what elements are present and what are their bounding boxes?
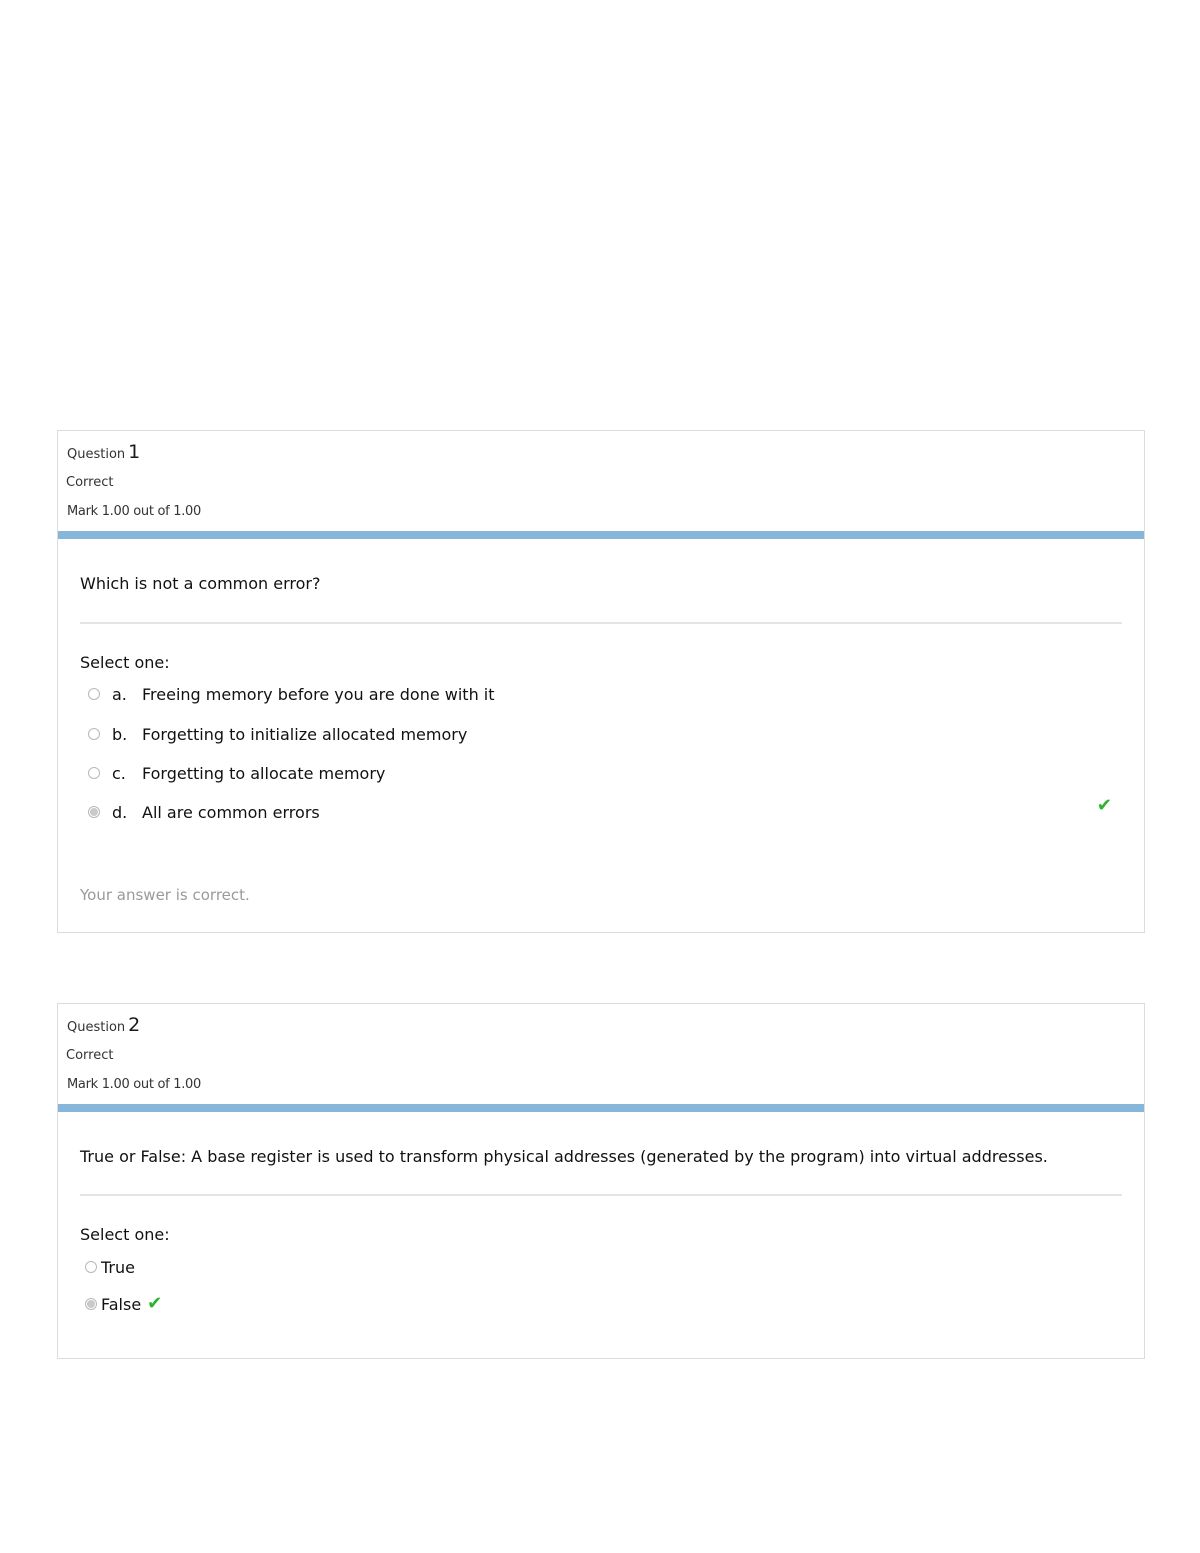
option-letter: c. bbox=[112, 763, 126, 783]
option-text: True bbox=[101, 1257, 135, 1277]
option-text: Freeing memory before you are done with it bbox=[142, 684, 495, 704]
answer-option-d[interactable] bbox=[88, 801, 320, 823]
answer-option-c[interactable] bbox=[88, 762, 385, 784]
question-state: Correct bbox=[66, 475, 114, 490]
answer-option-true[interactable] bbox=[85, 1256, 135, 1278]
question-label: Question bbox=[67, 447, 126, 462]
answer-option-false[interactable] bbox=[85, 1293, 162, 1315]
option-letter: d. bbox=[112, 802, 128, 822]
question-card-1 bbox=[57, 430, 1145, 933]
correct-check-icon: ✔ bbox=[1096, 795, 1112, 816]
question-text: Which is not a common error? bbox=[80, 574, 321, 593]
question-card-2 bbox=[57, 1003, 1145, 1359]
option-text: False bbox=[101, 1294, 142, 1314]
question-accent-bar bbox=[58, 1104, 1144, 1112]
answer-option-b[interactable] bbox=[88, 723, 467, 745]
radio-button[interactable] bbox=[85, 1261, 97, 1273]
question-label: Question bbox=[67, 1020, 126, 1035]
question-text: True or False: A base register is used to transform physical addresses (generated by the program) into virtual addresses. bbox=[80, 1147, 1048, 1166]
divider bbox=[80, 622, 1122, 624]
question-info bbox=[58, 431, 1144, 531]
question-number-label bbox=[67, 441, 140, 463]
radio-button-selected[interactable] bbox=[88, 806, 100, 818]
divider bbox=[80, 1194, 1122, 1196]
option-letter: b. bbox=[112, 724, 128, 744]
question-grade: Mark 1.00 out of 1.00 bbox=[67, 504, 201, 519]
radio-button[interactable] bbox=[88, 767, 100, 779]
answer-option-a[interactable] bbox=[88, 683, 495, 705]
option-text: Forgetting to initialize allocated memory bbox=[142, 724, 468, 744]
radio-button[interactable] bbox=[88, 728, 100, 740]
question-number: 1 bbox=[128, 441, 141, 463]
option-text: All are common errors bbox=[142, 802, 320, 822]
question-grade: Mark 1.00 out of 1.00 bbox=[67, 1077, 201, 1092]
select-one-prompt: Select one: bbox=[80, 1225, 170, 1244]
question-state: Correct bbox=[66, 1048, 114, 1063]
question-number: 2 bbox=[128, 1014, 141, 1036]
feedback-text: Your answer is correct. bbox=[80, 886, 250, 904]
radio-button[interactable] bbox=[88, 688, 100, 700]
option-text: Forgetting to allocate memory bbox=[142, 763, 386, 783]
question-info bbox=[58, 1004, 1144, 1104]
select-one-prompt: Select one: bbox=[80, 653, 170, 672]
radio-button-selected[interactable] bbox=[85, 1298, 97, 1310]
question-number-label bbox=[67, 1014, 140, 1036]
option-letter: a. bbox=[112, 684, 127, 704]
question-accent-bar bbox=[58, 531, 1144, 539]
correct-check-icon: ✔ bbox=[147, 1293, 163, 1314]
